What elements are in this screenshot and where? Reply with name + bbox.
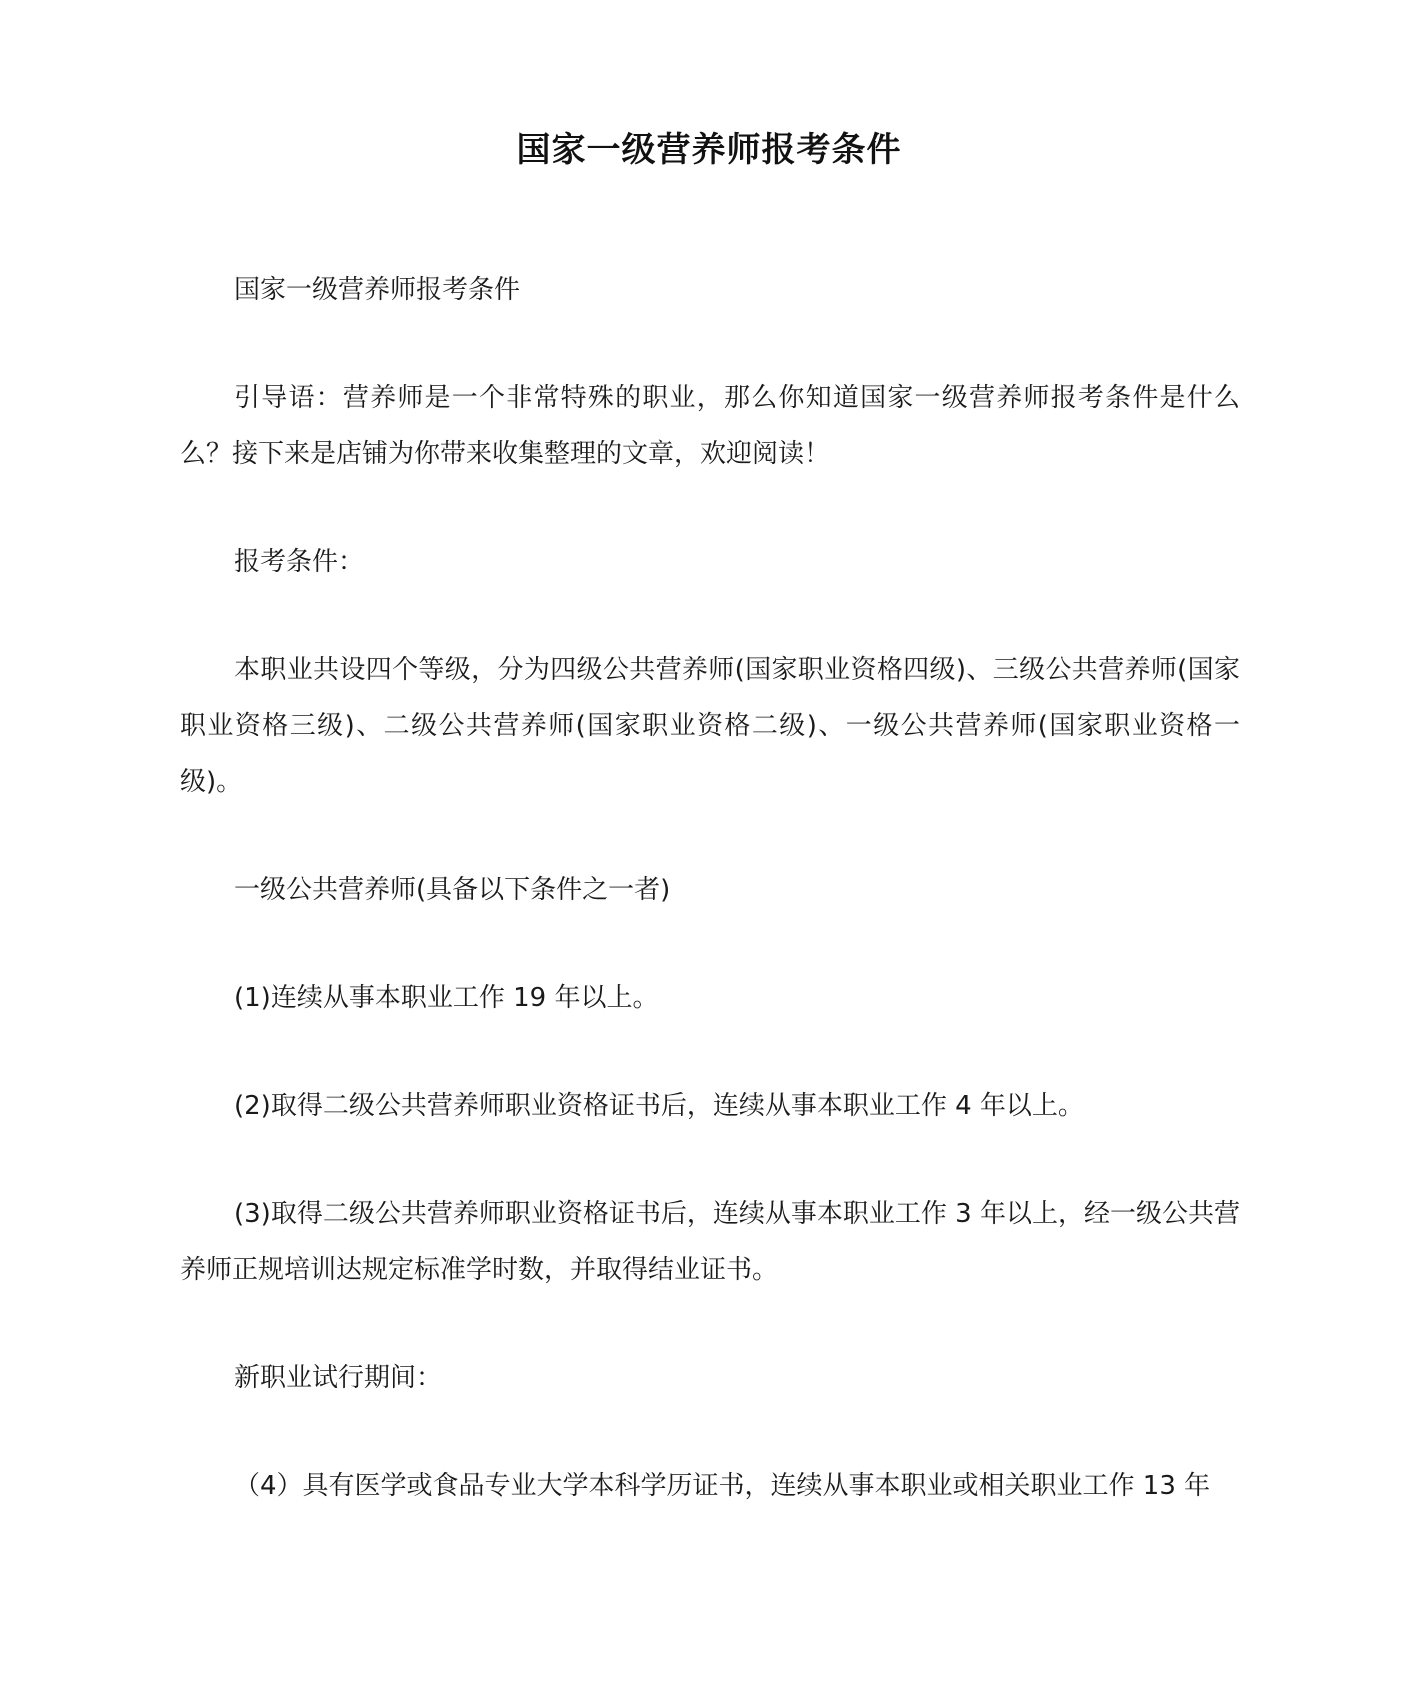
paragraph-condition-1: (1)连续从事本职业工作 19 年以上。: [234, 983, 659, 1013]
paragraph-trial-period-heading: 新职业试行期间：: [234, 1363, 443, 1393]
paragraph-levels: 本职业共设四个等级，分为四级公共营养师(国家职业资格四级)、三级公共营养师(国家职业资格三级)、二级公共营养师(国家职业资格二级)、一级公共营养师(国家职业资格一级)。: [180, 655, 1240, 797]
document-body: [180, 262, 1240, 1514]
document-title: 国家一级营养师报考条件: [516, 130, 902, 170]
paragraph-conditions-heading: 报考条件：: [234, 547, 365, 577]
paragraph-intro: 引导语：营养师是一个非常特殊的职业，那么你知道国家一级营养师报考条件是什么么？接下来是店铺为你带来收集整理的文章，欢迎阅读！: [180, 383, 1240, 469]
paragraph-subtitle: 国家一级营养师报考条件: [234, 275, 521, 305]
paragraph-level-one-heading: 一级公共营养师(具备以下条件之一者): [234, 875, 671, 905]
paragraph-condition-2: (2)取得二级公共营养师职业资格证书后，连续从事本职业工作 4 年以上。: [234, 1091, 1084, 1121]
paragraph-condition-3: (3)取得二级公共营养师职业资格证书后，连续从事本职业工作 3 年以上，经一级公共营养师正规培训达规定标准学时数，并取得结业证书。: [180, 1199, 1240, 1285]
paragraph-condition-4: （4）具有医学或食品专业大学本科学历证书，连续从事本职业或相关职业工作 13 年: [234, 1471, 1211, 1501]
